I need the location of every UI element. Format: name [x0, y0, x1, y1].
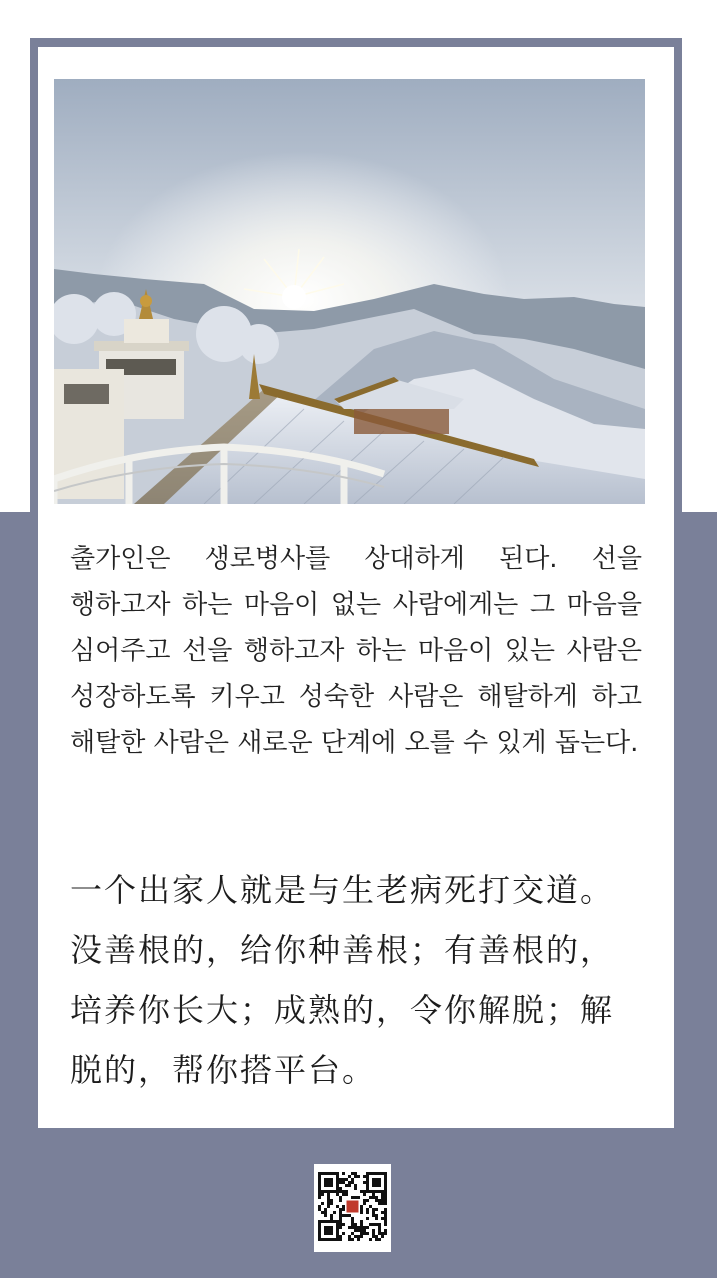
korean-paragraph: 출가인은 생로병사를 상대하게 된다. 선을 행하고자 하는 마음이 없는 사람에게는 그 마음을 심어주고 선을 행하고자 하는 마음이 있는 사람은 성장하도록 키우고 성숙한 사람은 해탈하게 하고 해탈한 사람은 새로운 단계에 오를 수 있게 돕는다.	[70, 544, 642, 758]
chinese-paragraph: 一个出家人就是与生老病死打交道。没善根的，给你种善根；有善根的，培养你长大；成熟的，令你解脱；解脱的，帮你搭平台。	[70, 871, 615, 1089]
snowy-temple-photo	[54, 79, 645, 504]
qr-code-icon	[314, 1164, 391, 1252]
